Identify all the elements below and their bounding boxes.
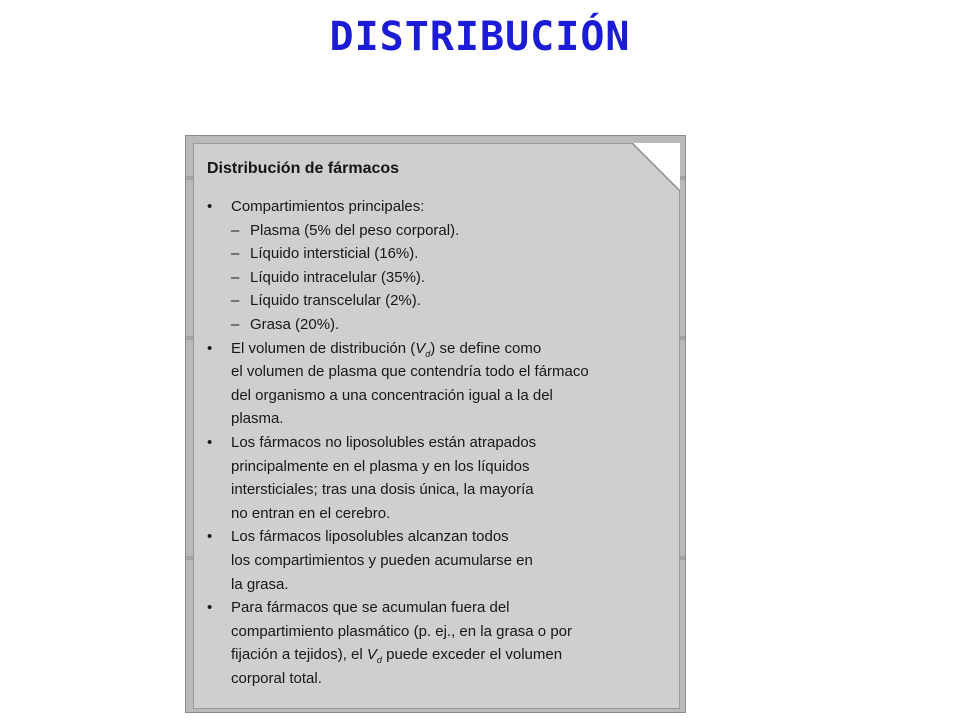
list-item-continuation: plasma. (231, 410, 284, 428)
sub-list-item (194, 219, 664, 243)
compartment-intracellular: Líquido intracelular (35%). (250, 268, 426, 286)
bullet-icon: • (207, 599, 213, 617)
list-item-continuation: compartimiento plasmático (p. ej., en la grasa o por (231, 622, 572, 640)
list-item-continuation: la grasa. (231, 575, 289, 593)
bullet-list (194, 195, 664, 690)
list-item-continuation: del organismo a una concentración igual a la del (231, 386, 553, 404)
vd-exceed-line: fijación a tejidos), el $V_d$ puede exceder el volumen (231, 646, 563, 666)
sub-list-item (194, 242, 664, 266)
list-item-continuation: no entran en el cerebro. (231, 504, 391, 522)
box-heading: Distribución de fármacos (207, 160, 400, 177)
bullet-icon: • (207, 433, 213, 451)
dash-icon: – (231, 221, 240, 239)
compartment-fat: Grasa (20%). (250, 315, 340, 333)
list-item-continuation: intersticiales; tras una dosis única, la mayoría (231, 481, 534, 499)
slide-title: DISTRIBUCIÓN (329, 14, 631, 60)
vd-definition-line: El volumen de distribución $(V_d)$ se define como (231, 339, 542, 359)
dash-icon: – (231, 315, 240, 333)
compartments-intro: Compartimientos principales: (231, 198, 425, 215)
compartment-plasma: Plasma (5% del peso corporal). (250, 221, 460, 239)
list-item-continuation (194, 643, 664, 667)
sub-list-item (194, 313, 664, 337)
list-item: • Los fármacos no liposolubles están atrapados (194, 431, 664, 455)
vd-symbol: V (415, 339, 426, 357)
compartment-interstitial: Líquido intersticial (16%). (250, 245, 419, 263)
dash-icon: – (231, 268, 240, 286)
vd-subscript: d (376, 655, 382, 666)
dash-icon: – (231, 245, 240, 263)
summary-box (193, 143, 680, 709)
list-item: • Los fármacos liposolubles alcanzan todos (194, 525, 664, 549)
dash-icon: – (231, 292, 240, 310)
list-item-continuation: los compartimientos y pueden acumularse en (231, 551, 533, 569)
list-item-continuation: principalmente en el plasma y en los líquidos (231, 457, 530, 475)
list-item: • Para fármacos que se acumulan fuera del (194, 596, 664, 620)
page-curl-icon (632, 143, 680, 191)
bullet-icon: • (207, 528, 213, 546)
bullet-icon: • (207, 198, 213, 215)
scanned-textbook-page (185, 135, 686, 713)
list-item-continuation: corporal total. (231, 669, 322, 687)
sub-list-item (194, 266, 664, 290)
compartment-transcellular: Líquido transcelular (2%). (250, 292, 421, 310)
list-item (194, 337, 664, 361)
sub-list-item (194, 289, 664, 313)
list-item (194, 195, 664, 219)
list-item-continuation: el volumen de plasma que contendría todo el fármaco (231, 363, 589, 381)
vd-subscript: d (425, 348, 431, 359)
bullet-icon: • (207, 339, 213, 357)
vd-symbol: V (366, 646, 377, 664)
